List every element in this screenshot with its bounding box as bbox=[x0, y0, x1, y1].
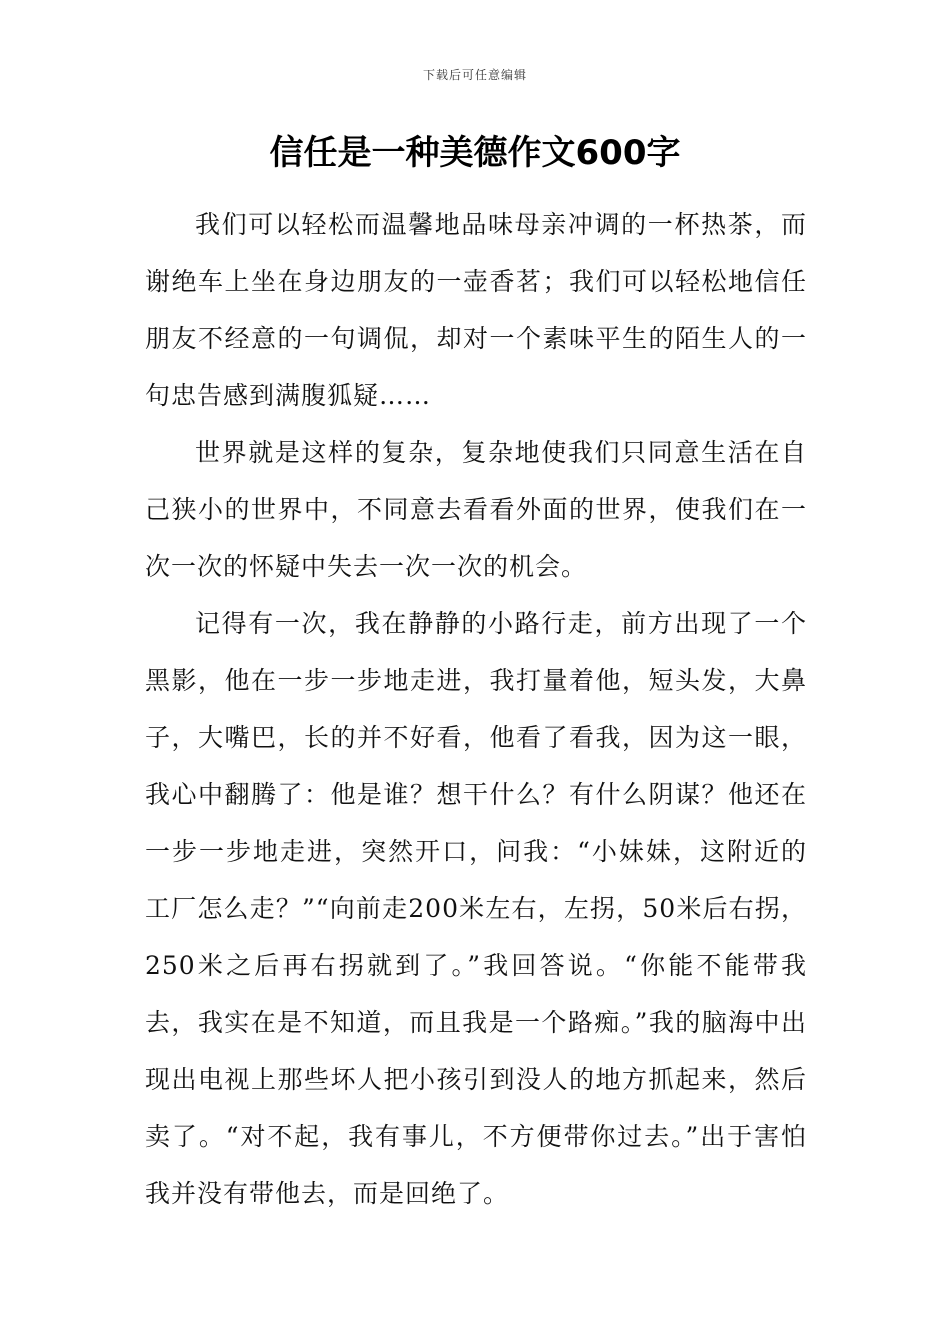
paragraph-2: 世界就是这样的复杂，复杂地使我们只同意生活在自己狭小的世界中，不同意去看看外面的世界，使我们在一次一次的怀疑中失去一次一次的机会。 bbox=[145, 438, 807, 581]
document-body bbox=[145, 196, 807, 1222]
document-title: 信任是一种美德作文600字 bbox=[269, 133, 681, 173]
paragraph-3: 记得有一次，我在静静的小路行走，前方出现了一个黑影，他在一步一步地走进，我打量着他，短头发，大鼻子，大嘴巴，长的并不好看，他看了看我，因为这一眼，我心中翻腾了：他是谁？想干什么？有什么阴谋？他还在一步一步地走进，突然开口，问我：“小妹妹，这附近的工厂怎么走？”“向前走200米左右，左拐，50米后右拐，250米之后再右拐就到了。”我回答说。“你能不能带我去，我实在是不知道，而且我是一个路痴。”我的脑海中出现出电视上那些坏人把小孩引到没人的地方抓起来，然后卖了。“对不起，我有事儿，不方便带你过去。”出于害怕我并没有带他去，而是回绝了。 bbox=[145, 609, 807, 1208]
paragraph-1: 我们可以轻松而温馨地品味母亲冲调的一杯热茶，而谢绝车上坐在身边朋友的一壶香茗；我们可以轻松地信任朋友不经意的一句调侃，却对一个素味平生的陌生人的一句忠告感到满腹狐疑…… bbox=[145, 210, 807, 410]
header-note: 下载后可任意编辑 bbox=[422, 68, 527, 82]
